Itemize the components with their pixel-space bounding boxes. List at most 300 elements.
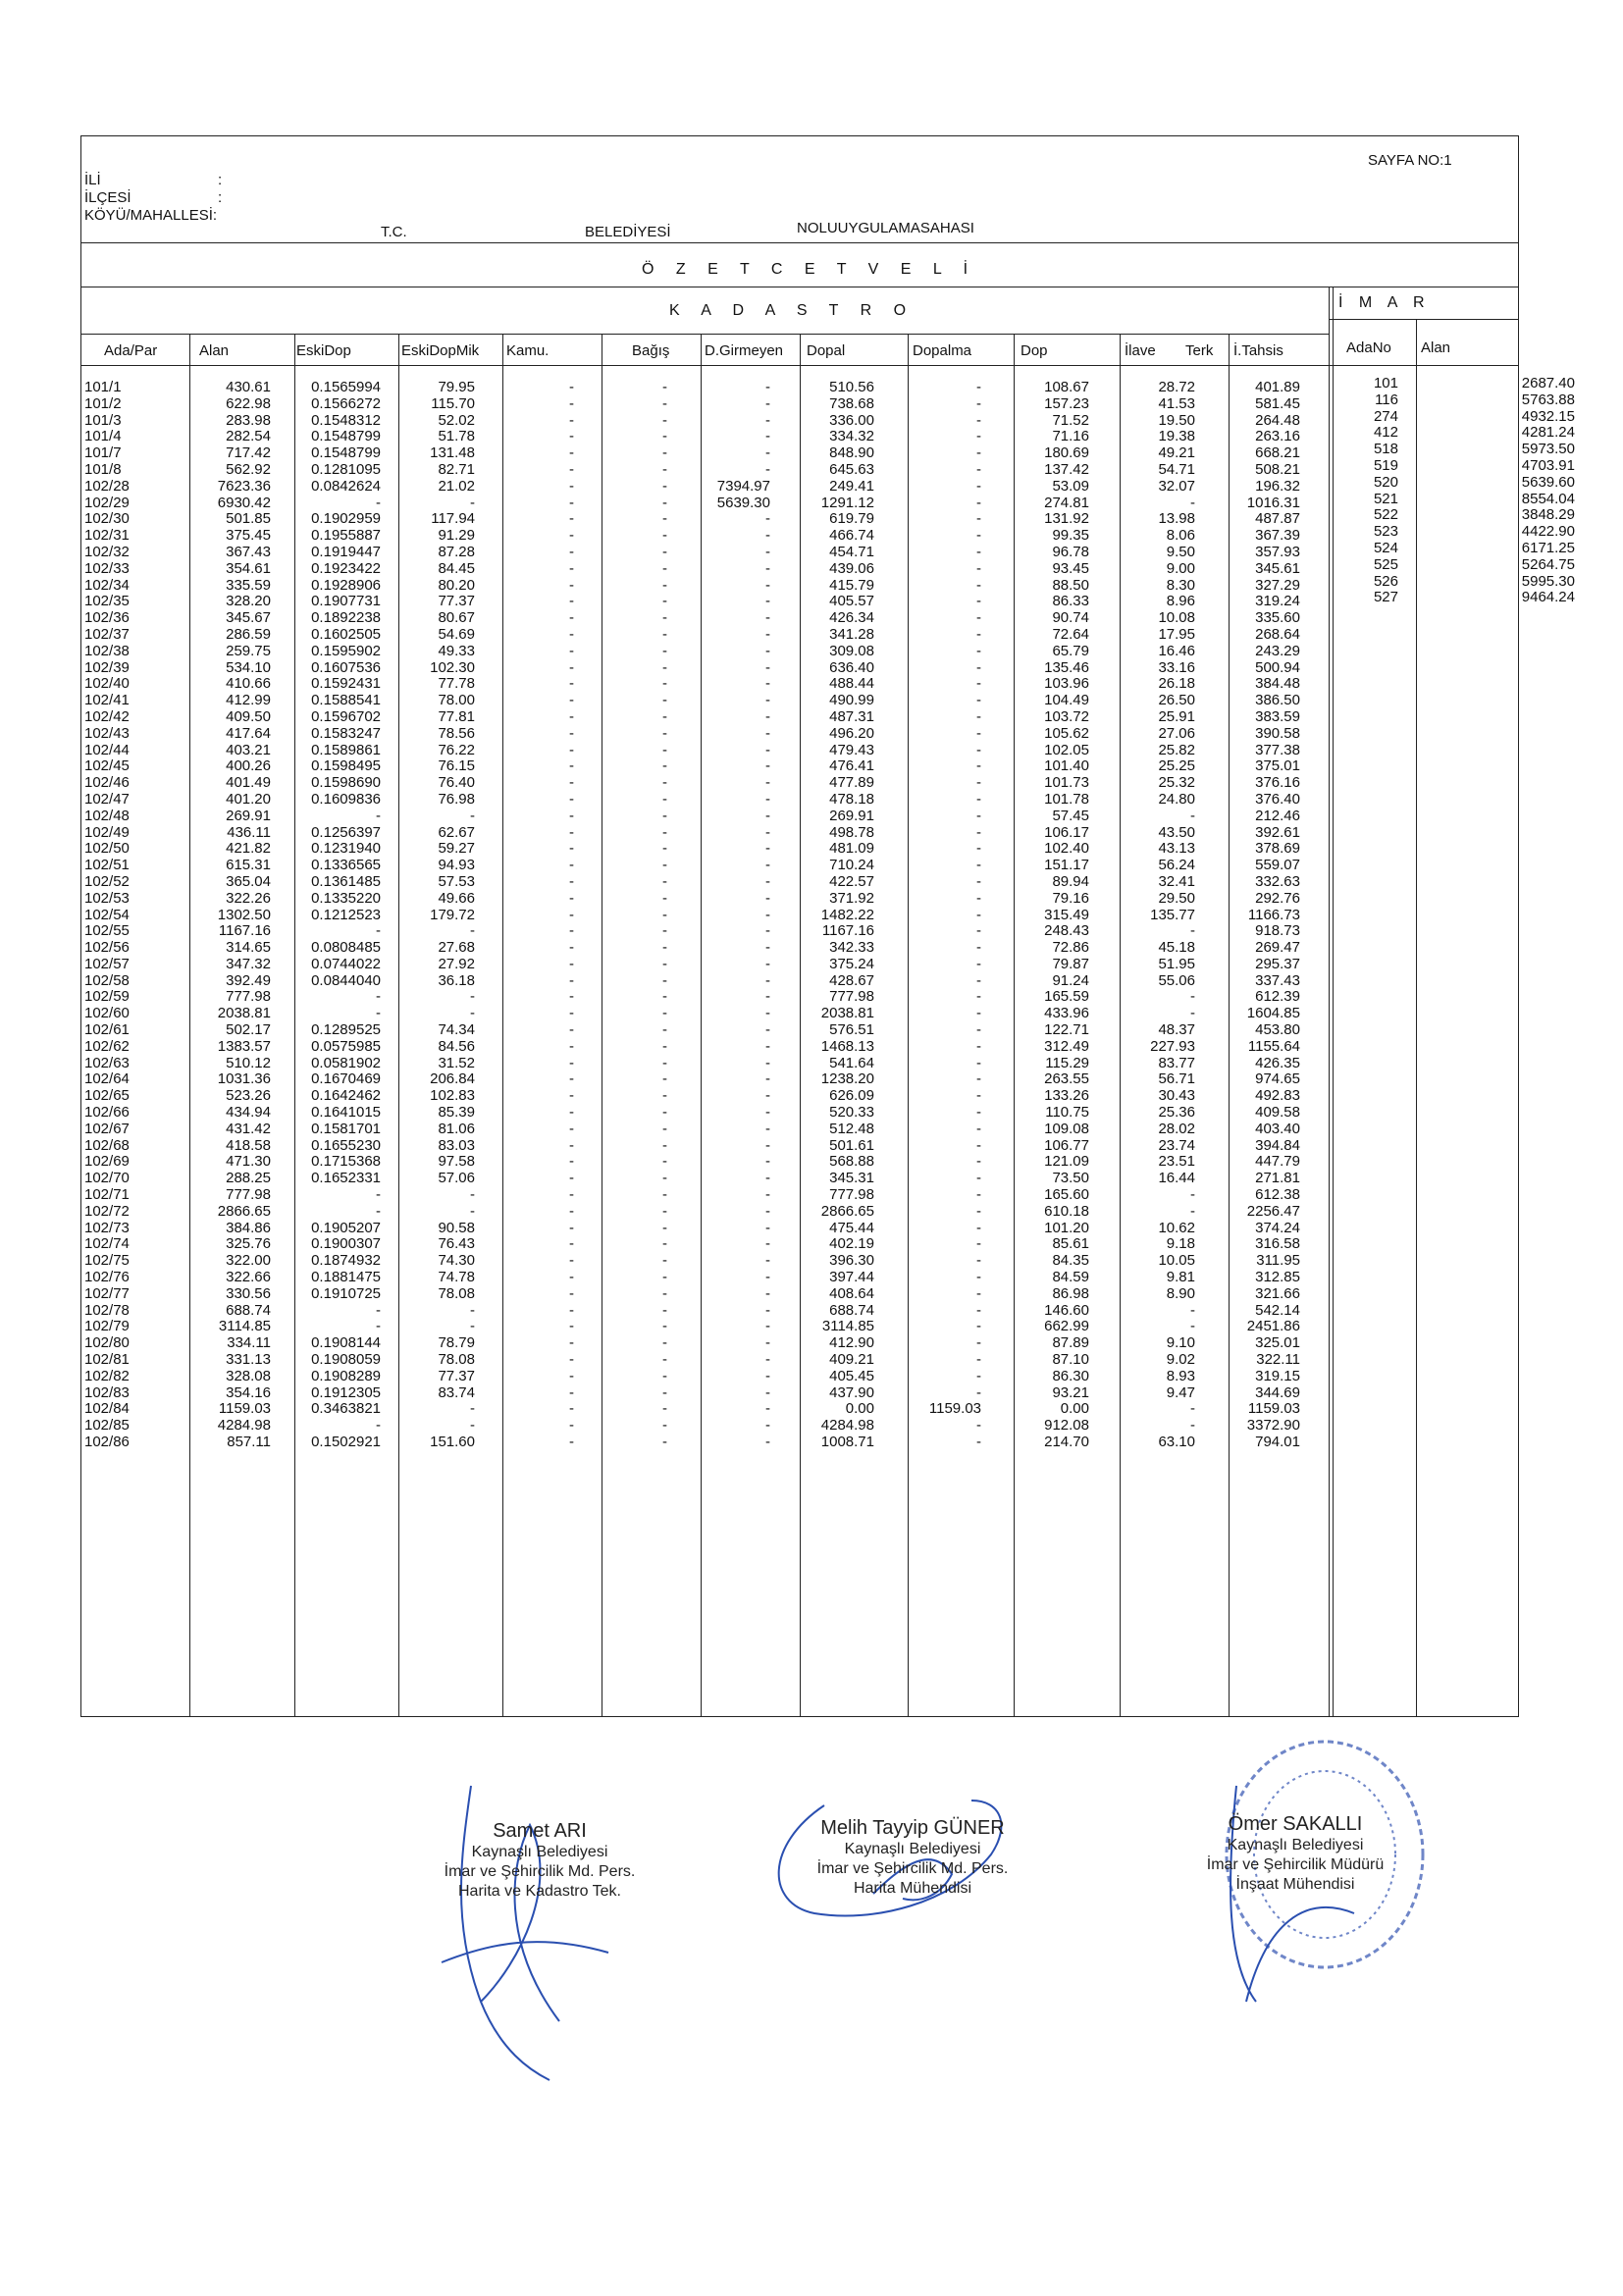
cell-eskidop: 0.1928906 — [311, 576, 381, 594]
cell-itahsis: 269.47 — [1255, 939, 1300, 957]
cell-eskidop: 0.1566272 — [311, 394, 381, 412]
table-row — [84, 1088, 1300, 1105]
cell-dop: 86.30 — [1052, 1367, 1089, 1384]
cell-ada-par: 102/31 — [84, 527, 130, 545]
table-row — [84, 380, 1300, 396]
cell-dop: 610.18 — [1044, 1202, 1089, 1220]
cell-imar-alan: 4932.15 — [1521, 407, 1575, 425]
cell-dopal: 777.98 — [829, 1186, 874, 1204]
cell-kamu: - — [569, 1434, 574, 1450]
cell-eskidop: 0.1900307 — [311, 1235, 381, 1253]
cell-eskidopmik: 76.43 — [438, 1235, 475, 1253]
cell-eskidopmik: 52.02 — [438, 411, 475, 429]
table-row — [84, 1253, 1300, 1270]
cell-dop: 214.70 — [1044, 1434, 1089, 1450]
cell-eskidop: 0.1919447 — [311, 543, 381, 560]
cell-kamu: - — [569, 1383, 574, 1401]
table-row — [84, 1435, 1300, 1451]
cell-ada-par: 101/1 — [84, 379, 122, 395]
cell-kamu: - — [569, 1037, 574, 1055]
cell-dopal: 334.32 — [829, 428, 874, 445]
cell-ilave-terk: 29.50 — [1158, 889, 1195, 907]
cell-dopal: 454.71 — [829, 543, 874, 560]
table-row — [84, 660, 1300, 677]
cell-dopalma: - — [976, 559, 981, 577]
cell-kamu: - — [569, 576, 574, 594]
cell-dgirmeyen: - — [765, 906, 770, 923]
cell-bagis: - — [662, 444, 667, 462]
cell-eskidopmik: 74.30 — [438, 1252, 475, 1270]
cell-dop: 65.79 — [1052, 642, 1089, 659]
cell-bagis: - — [662, 1301, 667, 1319]
table-row — [84, 429, 1300, 445]
cell-bagis: - — [662, 1186, 667, 1204]
cell-itahsis: 2451.86 — [1246, 1318, 1300, 1335]
cell-eskidop: - — [376, 1186, 381, 1204]
cell-bagis: - — [662, 1005, 667, 1022]
table-row — [84, 676, 1300, 693]
cell-dop: 88.50 — [1052, 576, 1089, 594]
cell-dgirmeyen: - — [765, 1202, 770, 1220]
cell-eskidopmik: 54.69 — [438, 625, 475, 643]
signer-name: Samet ARI — [493, 1820, 587, 1842]
table-row — [84, 1171, 1300, 1187]
cell-dop: 103.72 — [1044, 707, 1089, 725]
cell-dgirmeyen: - — [765, 922, 770, 940]
cell-dop: 53.09 — [1052, 477, 1089, 495]
cell-bagis: - — [662, 1219, 667, 1236]
cell-ilave-terk: 8.30 — [1166, 576, 1195, 594]
cell-kamu: - — [569, 1235, 574, 1253]
cell-dop: 146.60 — [1044, 1301, 1089, 1319]
cell-ilave-terk: 23.74 — [1158, 1136, 1195, 1154]
table-row — [84, 1303, 1300, 1320]
table-row — [84, 775, 1300, 792]
koy-mahalle-label: KÖYÜ/MAHALLESİ: — [84, 207, 218, 224]
cell-kamu: - — [569, 757, 574, 775]
cell-ada-par: 102/68 — [84, 1136, 130, 1154]
cell-itahsis: 2256.47 — [1246, 1202, 1300, 1220]
cell-dop: 135.46 — [1044, 658, 1089, 676]
signer-name: Melih Tayyip GÜNER — [820, 1817, 1005, 1839]
header-imar-alan: Alan — [1421, 339, 1451, 356]
cell-itahsis: 426.35 — [1255, 1054, 1300, 1071]
cell-kamu: - — [569, 741, 574, 758]
cell-eskidop: - — [376, 1202, 381, 1220]
cell-ilave-terk: - — [1190, 807, 1195, 824]
cell-ilave-terk: 27.06 — [1158, 724, 1195, 742]
cell-eskidop: 0.1874932 — [311, 1252, 381, 1270]
cell-dopal: 476.41 — [829, 757, 874, 775]
cell-alan: 523.26 — [226, 1087, 271, 1105]
cell-itahsis: 319.24 — [1255, 593, 1300, 610]
cell-dop: 157.23 — [1044, 394, 1089, 412]
cell-dopalma: - — [976, 1104, 981, 1122]
cell-bagis: - — [662, 543, 667, 560]
cell-kamu: - — [569, 510, 574, 528]
cell-itahsis: 375.01 — [1255, 757, 1300, 775]
cell-dgirmeyen: - — [765, 394, 770, 412]
cell-dopal: 1238.20 — [820, 1070, 874, 1088]
cell-dopalma: - — [976, 411, 981, 429]
cell-adano: 521 — [1373, 490, 1398, 507]
cell-eskidop: 0.1281095 — [311, 460, 381, 478]
cell-dopalma: - — [976, 757, 981, 775]
cell-ilave-terk: 32.07 — [1158, 477, 1195, 495]
cell-kamu: - — [569, 939, 574, 957]
cell-dopal: 475.44 — [829, 1219, 874, 1236]
cell-kamu: - — [569, 1301, 574, 1319]
cell-alan: 334.11 — [227, 1334, 271, 1352]
cell-alan: 286.59 — [226, 625, 271, 643]
cell-ilave-terk: 45.18 — [1158, 939, 1195, 957]
cell-eskidop: 0.0842624 — [311, 477, 381, 495]
cell-dgirmeyen: - — [765, 543, 770, 560]
header-kamu: Kamu. — [506, 342, 550, 359]
cell-eskidopmik: 91.29 — [438, 527, 475, 545]
cell-imar-alan: 5763.88 — [1521, 391, 1575, 408]
cell-eskidopmik: 27.92 — [438, 955, 475, 972]
table-row — [84, 1236, 1300, 1253]
cell-ada-par: 102/44 — [84, 741, 130, 758]
cell-dopalma: - — [976, 593, 981, 610]
cell-ilave-terk: 25.32 — [1158, 774, 1195, 792]
cell-eskidopmik: 31.52 — [438, 1054, 475, 1071]
cell-bagis: - — [662, 1054, 667, 1071]
cell-dop: 274.81 — [1044, 494, 1089, 511]
cell-dop: 102.05 — [1044, 741, 1089, 758]
cell-ada-par: 102/64 — [84, 1070, 130, 1088]
cell-kamu: - — [569, 477, 574, 495]
cell-alan: 717.42 — [226, 444, 271, 462]
il-colon: : — [218, 172, 223, 188]
cell-dopalma: - — [976, 1005, 981, 1022]
cell-dopalma: - — [976, 1219, 981, 1236]
cell-imar-alan: 2687.40 — [1521, 375, 1575, 391]
cell-ada-par: 102/78 — [84, 1301, 130, 1319]
cell-ada-par: 102/84 — [84, 1400, 130, 1418]
cell-eskidop: 0.1907731 — [311, 593, 381, 610]
cell-bagis: - — [662, 1235, 667, 1253]
cell-ada-par: 102/51 — [84, 857, 130, 874]
cell-eskidopmik: 102.83 — [430, 1087, 475, 1105]
cell-eskidop: 0.1595902 — [311, 642, 381, 659]
page-number: SAYFA NO:1 — [1368, 152, 1452, 169]
cell-eskidopmik: - — [470, 1202, 475, 1220]
cell-ada-par: 102/60 — [84, 1005, 130, 1022]
cell-eskidopmik: 78.00 — [438, 692, 475, 709]
cell-dgirmeyen: - — [765, 807, 770, 824]
table-row — [84, 1105, 1300, 1122]
cell-ilave-terk: 227.93 — [1150, 1037, 1195, 1055]
cell-ada-par: 102/80 — [84, 1334, 130, 1352]
cell-dgirmeyen: - — [765, 625, 770, 643]
cell-dop: 133.26 — [1044, 1087, 1089, 1105]
cell-ilave-terk: 28.72 — [1158, 379, 1195, 395]
cell-itahsis: 500.94 — [1255, 658, 1300, 676]
cell-alan: 283.98 — [226, 411, 271, 429]
cell-alan: 412.99 — [226, 692, 271, 709]
table-row — [84, 396, 1300, 413]
cell-dgirmeyen: - — [765, 559, 770, 577]
table-row — [84, 545, 1300, 561]
signer-line: İmar ve Şehircilik Md. Pers. — [444, 1863, 636, 1880]
cell-dopalma: - — [976, 807, 981, 824]
cell-dgirmeyen: - — [765, 823, 770, 841]
imar-row — [1339, 442, 1575, 458]
cell-bagis: - — [662, 774, 667, 792]
cell-alan: 1031.36 — [217, 1070, 271, 1088]
cell-itahsis: 508.21 — [1255, 460, 1300, 478]
cell-bagis: - — [662, 971, 667, 989]
cell-dgirmeyen: - — [765, 790, 770, 808]
cell-eskidop: 0.1581701 — [311, 1120, 381, 1137]
cell-itahsis: 316.58 — [1255, 1235, 1300, 1253]
cell-dopal: 428.67 — [829, 971, 874, 989]
cell-dgirmeyen: - — [765, 1383, 770, 1401]
cell-dopalma: - — [976, 675, 981, 693]
cell-dgirmeyen: - — [765, 840, 770, 858]
cell-dop: 101.73 — [1044, 774, 1089, 792]
cell-dgirmeyen: - — [765, 1054, 770, 1071]
signer-line: İmar ve Şehircilik Müdürü — [1206, 1856, 1385, 1873]
cell-ilave-terk: 63.10 — [1158, 1434, 1195, 1450]
cell-dopal: 848.90 — [829, 444, 874, 462]
cell-ada-par: 102/66 — [84, 1104, 130, 1122]
cell-dopal: 1468.13 — [820, 1037, 874, 1055]
cell-bagis: - — [662, 1021, 667, 1039]
cell-bagis: - — [662, 692, 667, 709]
cell-kamu: - — [569, 1334, 574, 1352]
table-row — [84, 1418, 1300, 1435]
cell-alan: 7623.36 — [217, 477, 271, 495]
cell-ada-par: 102/61 — [84, 1021, 130, 1039]
cell-alan: 328.08 — [226, 1367, 271, 1384]
cell-eskidop: 0.1905207 — [311, 1219, 381, 1236]
cell-kamu: - — [569, 1367, 574, 1384]
cell-dgirmeyen: - — [765, 1153, 770, 1171]
cell-ada-par: 102/39 — [84, 658, 130, 676]
cell-adano: 524 — [1373, 539, 1398, 556]
cell-dopal: 520.33 — [829, 1104, 874, 1122]
cell-bagis: - — [662, 494, 667, 511]
cell-itahsis: 332.63 — [1255, 872, 1300, 890]
cell-dopal: 412.90 — [829, 1334, 874, 1352]
cell-bagis: - — [662, 857, 667, 874]
column-divider — [1329, 287, 1330, 1717]
cell-eskidop: 0.1231940 — [311, 840, 381, 858]
cell-bagis: - — [662, 642, 667, 659]
cell-dopalma: - — [976, 1434, 981, 1450]
cell-bagis: - — [662, 889, 667, 907]
belediye-label: BELEDİYESİ — [585, 224, 671, 240]
cell-ilave-terk: - — [1190, 1400, 1195, 1418]
cell-dgirmeyen: - — [765, 692, 770, 709]
cell-ada-par: 102/79 — [84, 1318, 130, 1335]
cell-dopal: 396.30 — [829, 1252, 874, 1270]
cell-alan: 510.12 — [226, 1054, 271, 1071]
signer-line: Kaynaşlı Belediyesi — [1227, 1837, 1364, 1853]
cell-imar-alan: 4422.90 — [1521, 523, 1575, 541]
cell-dopal: 576.51 — [829, 1021, 874, 1039]
cell-itahsis: 612.39 — [1255, 988, 1300, 1006]
cell-bagis: - — [662, 1170, 667, 1187]
cell-dop: 93.45 — [1052, 559, 1089, 577]
cell-kamu: - — [569, 807, 574, 824]
cell-ilave-terk: 25.25 — [1158, 757, 1195, 775]
cell-dopal: 4284.98 — [820, 1417, 874, 1435]
cell-dop: 165.59 — [1044, 988, 1089, 1006]
cell-kamu: - — [569, 658, 574, 676]
table-row — [84, 1221, 1300, 1237]
cell-eskidop: 0.1912305 — [311, 1383, 381, 1401]
cell-dopal: 2866.65 — [820, 1202, 874, 1220]
column-divider — [1333, 287, 1334, 1717]
cell-bagis: - — [662, 1417, 667, 1435]
cell-eskidopmik: 84.45 — [438, 559, 475, 577]
table-row — [84, 1071, 1300, 1088]
cell-dopalma: - — [976, 1367, 981, 1384]
cell-itahsis: 447.79 — [1255, 1153, 1300, 1171]
cell-bagis: - — [662, 757, 667, 775]
cell-dopalma: - — [976, 1070, 981, 1088]
cell-eskidopmik: 77.37 — [438, 1367, 475, 1384]
cell-eskidop: 0.1609836 — [311, 790, 381, 808]
cell-bagis: - — [662, 922, 667, 940]
cell-eskidopmik: - — [470, 922, 475, 940]
cell-bagis: - — [662, 1136, 667, 1154]
cell-kamu: - — [569, 444, 574, 462]
cell-kamu: - — [569, 724, 574, 742]
cell-dopalma: - — [976, 460, 981, 478]
cell-eskidop: 0.1589861 — [311, 741, 381, 758]
cell-eskidop: 0.1642462 — [311, 1087, 381, 1105]
table-row — [84, 1154, 1300, 1171]
cell-adano: 520 — [1373, 473, 1398, 491]
cell-ada-par: 102/40 — [84, 675, 130, 693]
header-eskidop: EskiDop — [296, 342, 351, 359]
header-dopal: Dopal — [807, 342, 846, 359]
cell-adano: 412 — [1373, 424, 1398, 442]
cell-kamu: - — [569, 527, 574, 545]
cell-alan: 335.59 — [226, 576, 271, 594]
table-row — [84, 511, 1300, 528]
cell-kamu: - — [569, 1318, 574, 1335]
imar-row — [1339, 376, 1575, 392]
cell-kamu: - — [569, 1054, 574, 1071]
cell-dgirmeyen: - — [765, 1070, 770, 1088]
cell-ilave-terk: - — [1190, 1301, 1195, 1319]
cell-dopal: 408.64 — [829, 1284, 874, 1302]
cell-itahsis: 612.38 — [1255, 1186, 1300, 1204]
cell-eskidopmik: 80.67 — [438, 609, 475, 627]
cell-eskidop: 0.1548799 — [311, 444, 381, 462]
table-row — [84, 874, 1300, 891]
cell-itahsis: 542.14 — [1255, 1301, 1300, 1319]
cell-ilave-terk: 19.38 — [1158, 428, 1195, 445]
cell-dgirmeyen: - — [765, 1434, 770, 1450]
cell-kamu: - — [569, 889, 574, 907]
cell-dopal: 688.74 — [829, 1301, 874, 1319]
cell-dopal: 309.08 — [829, 642, 874, 659]
table-row — [84, 758, 1300, 775]
cell-dop: 106.17 — [1044, 823, 1089, 841]
cell-bagis: - — [662, 840, 667, 858]
cell-alan: 410.66 — [226, 675, 271, 693]
cell-dgirmeyen: - — [765, 510, 770, 528]
cell-ada-par: 102/41 — [84, 692, 130, 709]
cell-eskidopmik: 78.56 — [438, 724, 475, 742]
cell-alan: 282.54 — [226, 428, 271, 445]
cell-ilave-terk: 23.51 — [1158, 1153, 1195, 1171]
cell-alan: 6930.42 — [217, 494, 271, 511]
cell-eskidopmik: - — [470, 1301, 475, 1319]
cell-eskidopmik: 179.72 — [430, 906, 475, 923]
cell-dgirmeyen: - — [765, 857, 770, 874]
cell-kamu: - — [569, 379, 574, 395]
cell-bagis: - — [662, 1383, 667, 1401]
cell-kamu: - — [569, 857, 574, 874]
cell-itahsis: 325.01 — [1255, 1334, 1300, 1352]
table-row — [84, 1385, 1300, 1402]
cell-dgirmeyen: - — [765, 1318, 770, 1335]
cell-ilave-terk: 41.53 — [1158, 394, 1195, 412]
cell-itahsis: 212.46 — [1255, 807, 1300, 824]
cell-ada-par: 102/43 — [84, 724, 130, 742]
table-row — [84, 858, 1300, 874]
cell-dopalma: - — [976, 1136, 981, 1154]
rule — [80, 242, 1519, 243]
cell-eskidop: 0.1908144 — [311, 1334, 381, 1352]
cell-eskidop: 0.1502921 — [311, 1434, 381, 1450]
cell-ilave-terk: 13.98 — [1158, 510, 1195, 528]
header-ilave: İlave — [1125, 342, 1156, 359]
cell-eskidopmik: 76.98 — [438, 790, 475, 808]
cell-eskidopmik: - — [470, 1400, 475, 1418]
cell-eskidop: 0.1655230 — [311, 1136, 381, 1154]
signer-line: İmar ve Şehircilik Md. Pers. — [816, 1860, 1009, 1877]
cell-ada-par: 102/62 — [84, 1037, 130, 1055]
cell-bagis: - — [662, 460, 667, 478]
cell-imar-alan: 4281.24 — [1521, 424, 1575, 442]
cell-dopalma: - — [976, 510, 981, 528]
cell-itahsis: 581.45 — [1255, 394, 1300, 412]
cell-alan: 615.31 — [226, 857, 271, 874]
imar-row — [1339, 574, 1575, 591]
cell-eskidopmik: 77.81 — [438, 707, 475, 725]
cell-kamu: - — [569, 1219, 574, 1236]
cell-alan: 431.42 — [226, 1120, 271, 1137]
cell-ilave-terk: - — [1190, 1202, 1195, 1220]
cell-eskidop: 0.1908289 — [311, 1367, 381, 1384]
cell-bagis: - — [662, 1087, 667, 1105]
cell-ilave-terk: 10.62 — [1158, 1219, 1195, 1236]
table-row — [84, 1270, 1300, 1286]
table-row — [84, 792, 1300, 809]
cell-dopalma: - — [976, 1284, 981, 1302]
cell-dop: 57.45 — [1052, 807, 1089, 824]
cell-eskidop: 0.1602505 — [311, 625, 381, 643]
cell-kamu: - — [569, 1136, 574, 1154]
cell-bagis: - — [662, 1367, 667, 1384]
table-row — [84, 627, 1300, 644]
cell-eskidopmik: 36.18 — [438, 971, 475, 989]
cell-ada-par: 101/3 — [84, 411, 122, 429]
cell-ilave-terk: - — [1190, 988, 1195, 1006]
cell-ilave-terk: 83.77 — [1158, 1054, 1195, 1071]
cell-dop: 79.16 — [1052, 889, 1089, 907]
cell-alan: 367.43 — [226, 543, 271, 560]
